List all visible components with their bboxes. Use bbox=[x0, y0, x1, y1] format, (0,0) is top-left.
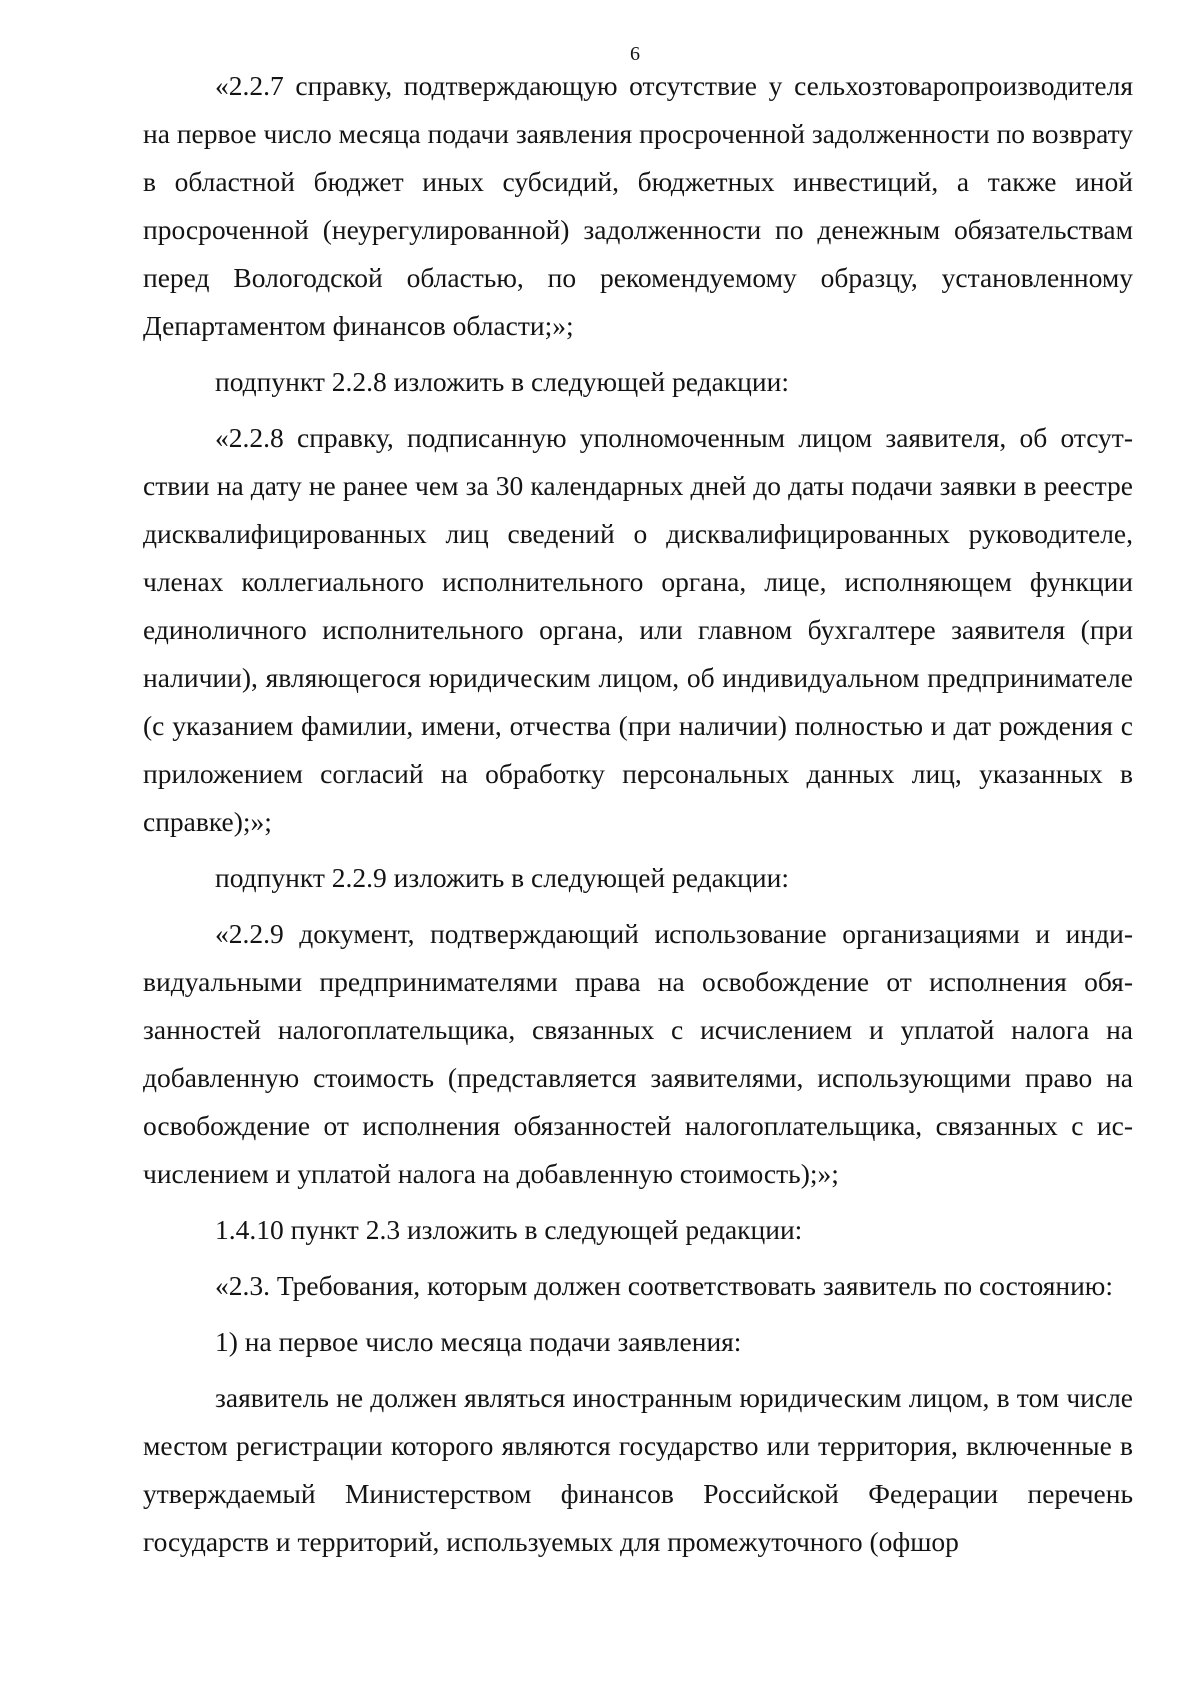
paragraph-2-3: «2.3. Требования, которым должен соответствовать заявитель по состоянию: bbox=[215, 1270, 1113, 1301]
paragraph-1-4-10: 1.4.10 пункт 2.3 изложить в следующей редакции: bbox=[215, 1214, 803, 1245]
page-number: 6 bbox=[630, 43, 640, 65]
paragraph-item-1: 1) на первое число месяца подачи заявления: bbox=[215, 1326, 742, 1357]
paragraph-2-2-8: «2.2.8 справку, подписанную уполномоченным лицом заявителя, об отсутствии на дату не ранее чем за 30 календарных дней до даты подачи заявки в реестре дисквалифицированных лиц сведений о дисквалифицированных руководителе, членах коллегиального исполнительного органа, лице, исполняющем функции единоличного исполнительного органа, или главном бухгалтере заявителя (при наличии), являющегося юридическим лицом, об индивидуальном предпринимателе (с указанием фамилии, имени, отчества (при наличии) полностью и дат рождения с приложением согласий на обработку персональных данных лиц, указанных в справке);»; bbox=[143, 422, 1133, 837]
paragraph-amend-2-2-9: подпункт 2.2.9 изложить в следующей редакции: bbox=[215, 862, 789, 893]
paragraph-amend-2-2-8: подпункт 2.2.8 изложить в следующей редакции: bbox=[215, 366, 789, 397]
paragraph-foreign-entity: заявитель не должен являться иностранным юридическим лицом, в том числе местом регистрации которого являются государство или территория, включенные в утверждаемый Министерством финансов Российской Федерации перечень государств и территорий, используемых для промежуточного (офшор bbox=[143, 1382, 1133, 1557]
document-body bbox=[143, 62, 1133, 1566]
paragraph-2-2-9: «2.2.9 документ, подтверждающий использование организациями и индивидуальными предпринимателями права на освобождение от исполнения обязанностей налогоплательщика, связанных с исчислением и уплатой налога на добавленную стоимость (представляется заявителями, использующими право на освобождение от исполнения обязанностей налогоплательщика, связанных с исчислением и уплатой налога на добавленную стоимость);»; bbox=[143, 918, 1133, 1189]
paragraph-2-2-7: «2.2.7 справку, подтверждающую отсутствие у сельхозтоваропроизводителя на первое число месяца подачи заявления просроченной задолженности по возврату в областной бюджет иных субсидий, бюджетных инвестиций, а также иной просроченной (неурегулированной) задолженности по денежным обязательствам перед Вологодской областью, по рекомендуемому образцу, установленному Департаментом финансов области;»; bbox=[143, 70, 1133, 341]
